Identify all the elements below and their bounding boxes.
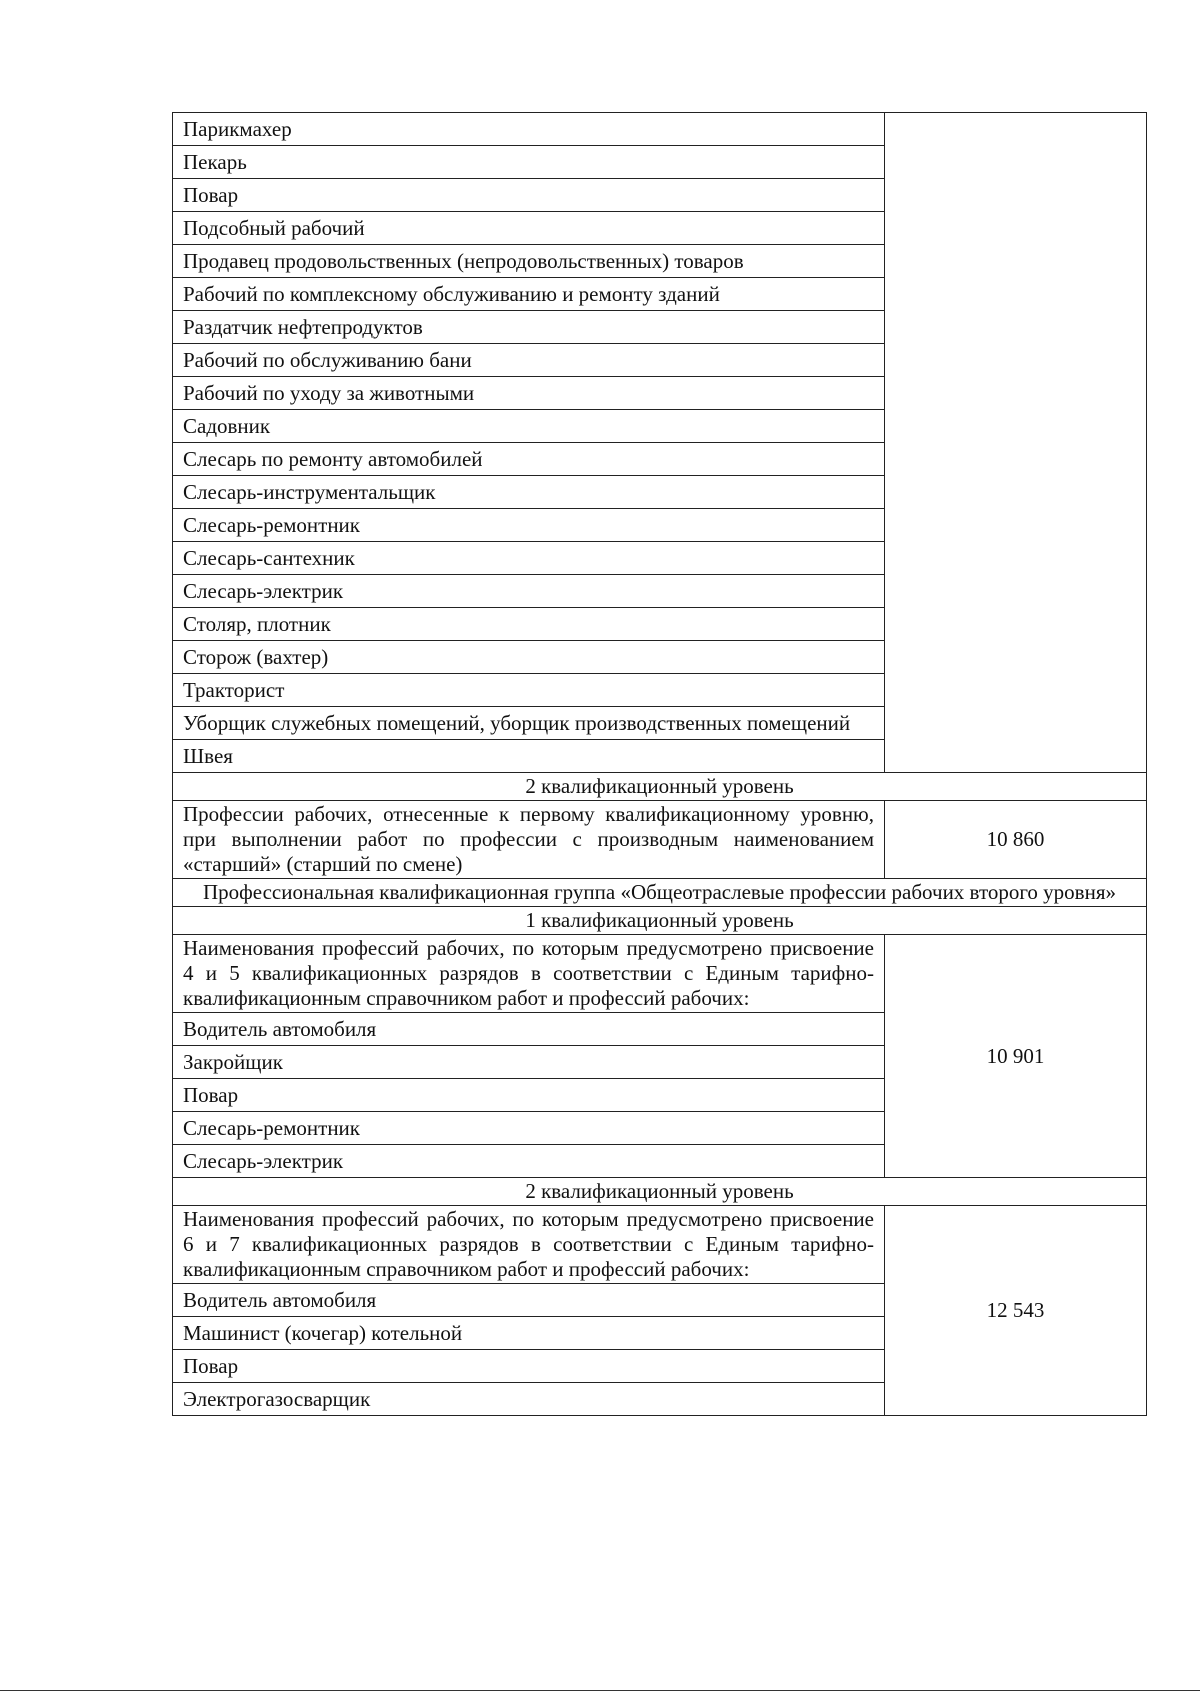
profession-cell: Садовник	[173, 410, 885, 443]
level-description: Наименования профессий рабочих, по которым предусмотрено присвоение 4 и 5 квалификационных разрядов в соответствии с Единым тарифно-квалификационным справочником работ и профессий рабочих:	[173, 935, 885, 1013]
profession-cell: Закройщик	[173, 1046, 885, 1079]
salary-cell-empty	[885, 113, 1147, 773]
profession-cell: Тракторист	[173, 674, 885, 707]
profession-cell: Пекарь	[173, 146, 885, 179]
group-title-row	[173, 879, 1147, 907]
profession-cell: Швея	[173, 740, 885, 773]
group-title: Профессиональная квалификационная группа «Общеотраслевые профессии рабочих второго уровня»	[173, 879, 1147, 907]
profession-cell: Рабочий по обслуживанию бани	[173, 344, 885, 377]
profession-cell: Подсобный рабочий	[173, 212, 885, 245]
profession-cell: Водитель автомобиля	[173, 1284, 885, 1317]
level-description: Профессии рабочих, отнесенные к первому квалификационному уровню, при выполнении работ по профессии с производным наименованием «старший» (старший по смене)	[173, 801, 885, 879]
profession-cell: Сторож (вахтер)	[173, 641, 885, 674]
salary-value: 10 860	[885, 801, 1147, 879]
profession-cell: Слесарь-электрик	[173, 1145, 885, 1178]
level-heading-row	[173, 1178, 1147, 1206]
profession-cell: Слесарь-электрик	[173, 575, 885, 608]
level-heading: 1 квалификационный уровень	[173, 907, 1147, 935]
level-heading: 2 квалификационный уровень	[173, 773, 1147, 801]
level-heading: 2 квалификационный уровень	[173, 1178, 1147, 1206]
level-heading-row	[173, 773, 1147, 801]
profession-cell: Повар	[173, 179, 885, 212]
profession-cell: Парикмахер	[173, 113, 885, 146]
profession-cell: Водитель автомобиля	[173, 1013, 885, 1046]
table-row	[173, 935, 1147, 1013]
profession-cell: Слесарь-инструментальщик	[173, 476, 885, 509]
profession-cell: Рабочий по уходу за животными	[173, 377, 885, 410]
salary-value: 12 543	[885, 1206, 1147, 1416]
table-row	[173, 1206, 1147, 1284]
profession-cell: Повар	[173, 1079, 885, 1112]
profession-cell: Машинист (кочегар) котельной	[173, 1317, 885, 1350]
salary-table	[172, 112, 1147, 1416]
table-row	[173, 801, 1147, 879]
profession-cell: Слесарь-ремонтник	[173, 509, 885, 542]
profession-cell: Повар	[173, 1350, 885, 1383]
page-bottom-edge	[0, 1690, 1200, 1691]
profession-cell: Электрогазосварщик	[173, 1383, 885, 1416]
profession-cell: Столяр, плотник	[173, 608, 885, 641]
profession-cell: Продавец продовольственных (непродовольственных) товаров	[173, 245, 885, 278]
table-row	[173, 113, 1147, 146]
profession-cell: Раздатчик нефтепродуктов	[173, 311, 885, 344]
profession-cell: Слесарь по ремонту автомобилей	[173, 443, 885, 476]
profession-cell: Слесарь-ремонтник	[173, 1112, 885, 1145]
profession-cell: Слесарь-сантехник	[173, 542, 885, 575]
profession-cell: Рабочий по комплексному обслуживанию и ремонту зданий	[173, 278, 885, 311]
level-heading-row	[173, 907, 1147, 935]
level-description: Наименования профессий рабочих, по которым предусмотрено присвоение 6 и 7 квалификационных разрядов в соответствии с Единым тарифно-квалификационным справочником работ и профессий рабочих:	[173, 1206, 885, 1284]
salary-value: 10 901	[885, 935, 1147, 1178]
profession-cell: Уборщик служебных помещений, уборщик производственных помещений	[173, 707, 885, 740]
